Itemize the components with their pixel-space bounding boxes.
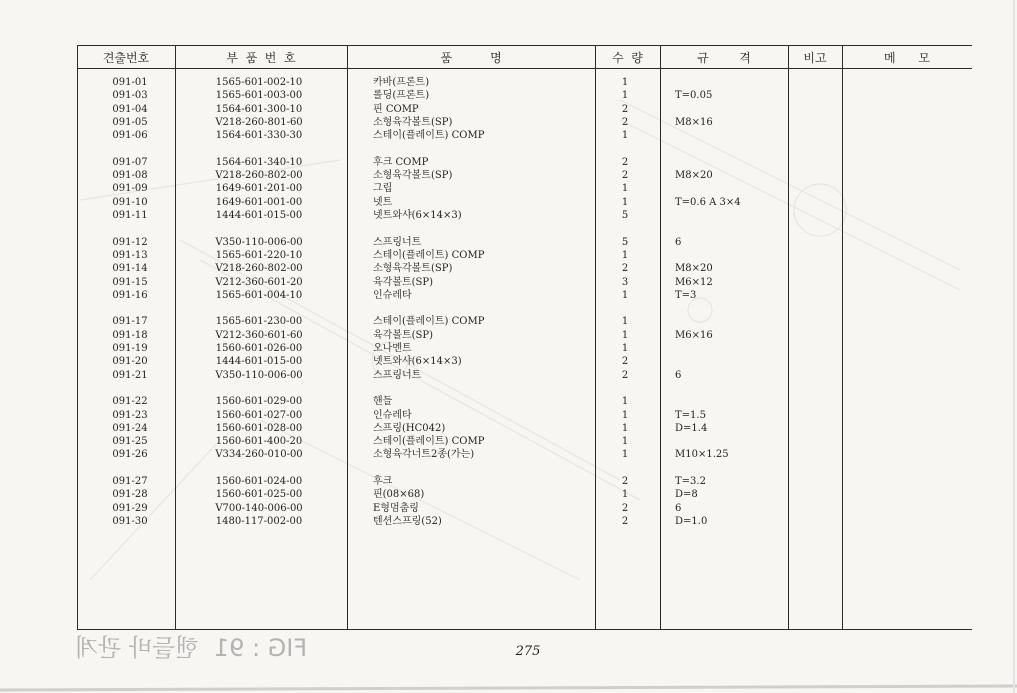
row-specification: 6 xyxy=(675,236,682,248)
row-index-number: 091-18 xyxy=(112,329,148,341)
row-index-number: 091-15 xyxy=(112,276,148,288)
table-row xyxy=(0,369,1017,382)
row-part-name: 스프링너트 xyxy=(373,236,422,248)
row-part-number: 1560-601-029-00 xyxy=(215,396,303,408)
row-part-name: 텐션스프링(52) xyxy=(373,515,442,527)
row-specification: M10×1.25 xyxy=(675,449,729,461)
row-specification: 6 xyxy=(675,502,682,514)
table-row xyxy=(0,169,1017,182)
table-row xyxy=(0,355,1017,368)
row-quantity: 1 xyxy=(621,77,629,88)
table-row xyxy=(0,156,1017,169)
row-part-number: 1564-601-300-10 xyxy=(215,103,303,115)
table-row xyxy=(0,236,1017,249)
row-part-name: E형멈춤링 xyxy=(373,502,419,514)
row-quantity: 1 xyxy=(621,249,629,261)
row-part-name: 소형육각볼트(SP) xyxy=(373,116,453,128)
header-quantity: 수 량 xyxy=(612,51,643,65)
row-part-number: 1565-601-002-10 xyxy=(215,77,303,88)
table-row xyxy=(0,276,1017,289)
row-part-number: 1565-601-220-10 xyxy=(215,249,303,261)
header-part-name: 품 명 xyxy=(440,51,502,65)
row-index-number: 091-03 xyxy=(112,90,148,102)
row-index-number: 091-04 xyxy=(112,103,148,115)
row-part-number: V218-260-801-60 xyxy=(215,116,303,128)
row-part-name: 소형육각볼트(SP) xyxy=(373,263,453,275)
row-index-number: 091-28 xyxy=(112,489,148,501)
row-index-number: 091-29 xyxy=(112,502,148,514)
table-row xyxy=(0,448,1017,461)
header-part-number: 부 품 번 호 xyxy=(226,51,296,65)
page-number: 275 xyxy=(515,644,541,659)
row-part-number: 1480-117-002-00 xyxy=(215,515,303,527)
table-row xyxy=(0,182,1017,195)
row-quantity: 1 xyxy=(621,396,629,408)
row-index-number: 091-05 xyxy=(112,116,148,128)
row-index-number: 091-09 xyxy=(112,183,148,195)
row-index-number: 091-17 xyxy=(112,316,148,328)
row-part-number: 1649-601-001-00 xyxy=(215,196,303,208)
row-part-name: 핸들 xyxy=(373,396,393,408)
row-index-number: 091-30 xyxy=(112,515,148,527)
row-part-name: 롤딩(프론트) xyxy=(373,90,430,102)
row-part-number: 1649-601-201-00 xyxy=(215,183,303,195)
row-quantity: 1 xyxy=(621,316,629,328)
row-index-number: 091-11 xyxy=(112,210,148,221)
table-row xyxy=(0,116,1017,129)
table-row xyxy=(0,502,1017,515)
row-index-number: 091-22 xyxy=(112,396,148,408)
row-part-name: 스프링(HC042) xyxy=(373,422,446,434)
table-row xyxy=(0,422,1017,435)
row-index-number: 091-27 xyxy=(112,476,148,487)
row-part-name: 스테이(플레이트) COMP xyxy=(373,436,485,448)
row-part-number: 1564-601-330-30 xyxy=(215,130,303,142)
row-index-number: 091-06 xyxy=(112,130,148,142)
row-part-number: 1560-601-024-00 xyxy=(215,476,303,487)
table-row xyxy=(0,475,1017,488)
row-part-number: V350-110-006-00 xyxy=(215,369,303,381)
row-part-number: V700-140-006-00 xyxy=(215,502,303,514)
row-quantity: 1 xyxy=(621,489,629,501)
table-row xyxy=(0,435,1017,448)
table-row xyxy=(0,315,1017,328)
table-row xyxy=(0,395,1017,408)
row-specification: D=1.0 xyxy=(675,515,708,527)
row-part-number: 1560-601-026-00 xyxy=(215,343,303,354)
row-part-number: 1444-601-015-00 xyxy=(215,210,303,221)
row-part-name: 육각볼트(SP) xyxy=(373,276,434,288)
row-specification: T=0.6 A 3×4 xyxy=(675,196,741,208)
row-part-name: 스테이(플레이트) COMP xyxy=(373,316,485,328)
row-quantity: 3 xyxy=(621,276,629,288)
row-index-number: 091-10 xyxy=(112,196,148,208)
row-index-number: 091-25 xyxy=(112,436,148,448)
row-quantity: 2 xyxy=(621,103,629,115)
row-index-number: 091-13 xyxy=(112,249,148,261)
row-quantity: 1 xyxy=(621,289,629,301)
row-part-name: 카바(프론트) xyxy=(373,77,430,88)
table-row xyxy=(0,76,1017,89)
row-specification: M8×20 xyxy=(675,263,713,275)
row-quantity: 2 xyxy=(621,476,629,487)
row-quantity: 2 xyxy=(621,515,629,527)
row-part-name: 인슈레타 xyxy=(373,409,412,421)
row-specification: M6×12 xyxy=(675,276,713,288)
row-quantity: 2 xyxy=(621,116,629,128)
header-memo: 메 모 xyxy=(883,51,931,65)
row-quantity: 2 xyxy=(621,502,629,514)
row-specification: M6×16 xyxy=(675,329,713,341)
row-quantity: 1 xyxy=(621,422,629,434)
row-part-number: 1564-601-340-10 xyxy=(215,156,303,168)
table-row xyxy=(0,262,1017,275)
row-part-number: 1560-601-028-00 xyxy=(215,422,303,434)
row-index-number: 091-26 xyxy=(112,449,148,461)
table-row xyxy=(0,129,1017,142)
row-part-number: V212-360-601-20 xyxy=(215,276,303,288)
row-quantity: 1 xyxy=(621,329,629,341)
row-specification: D=1.4 xyxy=(675,422,708,434)
table-row xyxy=(0,488,1017,501)
row-part-number: V334-260-010-00 xyxy=(215,449,303,461)
row-index-number: 091-23 xyxy=(112,409,148,421)
row-part-number: 1560-601-027-00 xyxy=(215,409,303,421)
row-part-name: 그립 xyxy=(373,183,393,195)
row-quantity: 1 xyxy=(621,436,629,448)
row-index-number: 091-16 xyxy=(112,289,148,301)
row-part-number: 1444-601-015-00 xyxy=(215,356,303,368)
row-part-number: V350-110-006-00 xyxy=(215,236,303,248)
table-row xyxy=(0,103,1017,116)
header-index-number: 견출번호 xyxy=(102,51,150,65)
row-quantity: 2 xyxy=(621,356,629,368)
row-specification: T=0.05 xyxy=(675,90,713,102)
row-part-number: V218-260-802-00 xyxy=(215,170,303,182)
row-part-number: 1565-601-003-00 xyxy=(215,90,303,102)
row-quantity: 1 xyxy=(621,90,629,102)
row-index-number: 091-01 xyxy=(112,77,148,88)
row-part-name: 핀 COMP xyxy=(373,103,419,115)
row-part-name: 넷트와샤(6×14×3) xyxy=(373,356,462,368)
row-quantity: 1 xyxy=(621,449,629,461)
row-quantity: 1 xyxy=(621,196,629,208)
row-part-name: 후크 COMP xyxy=(373,156,429,168)
row-quantity: 1 xyxy=(621,130,629,142)
row-quantity: 1 xyxy=(621,183,629,195)
row-index-number: 091-21 xyxy=(112,369,148,381)
bleed-through-caption: FIG : 91 핸들바 관계 xyxy=(75,634,308,662)
row-quantity: 2 xyxy=(621,263,629,275)
row-quantity: 5 xyxy=(621,210,629,221)
row-part-name: 스프링너트 xyxy=(373,369,422,381)
row-part-number: V218-260-802-00 xyxy=(215,263,303,275)
table-top-border xyxy=(77,45,972,46)
row-part-number: 1565-601-004-10 xyxy=(215,289,303,301)
row-specification: M8×20 xyxy=(675,170,713,182)
row-quantity: 2 xyxy=(621,156,629,168)
row-part-name: 후크 xyxy=(373,476,393,487)
table-row xyxy=(0,289,1017,302)
row-specification: T=1.5 xyxy=(675,409,706,421)
row-index-number: 091-20 xyxy=(112,356,148,368)
row-part-name: 소형육각볼트(SP) xyxy=(373,170,453,182)
row-specification: M8×16 xyxy=(675,116,713,128)
table-row xyxy=(0,89,1017,102)
row-index-number: 091-07 xyxy=(112,156,148,168)
row-part-name: 인슈레타 xyxy=(373,289,412,301)
row-quantity: 5 xyxy=(621,236,629,248)
row-part-name: 스테이(플레이트) COMP xyxy=(373,130,485,142)
row-index-number: 091-12 xyxy=(112,236,148,248)
row-index-number: 091-08 xyxy=(112,170,148,182)
row-specification: 6 xyxy=(675,369,682,381)
row-index-number: 091-14 xyxy=(112,263,148,275)
header-specification: 규 격 xyxy=(697,51,751,65)
row-part-name: 넷트와샤(6×14×3) xyxy=(373,210,462,221)
row-part-name: 핀(08×68) xyxy=(373,489,425,501)
row-part-number: 1565-601-230-00 xyxy=(215,316,303,328)
table-row xyxy=(0,249,1017,262)
header-remark: 비고 xyxy=(803,51,827,65)
table-row xyxy=(0,515,1017,528)
row-part-name: 육각볼트(SP) xyxy=(373,329,434,341)
row-quantity: 2 xyxy=(621,369,629,381)
table-row xyxy=(0,209,1017,222)
row-index-number: 091-24 xyxy=(112,422,148,434)
row-part-name: 스테이(플레이트) COMP xyxy=(373,249,485,261)
row-part-name: 넷트 xyxy=(373,196,393,208)
table-row xyxy=(0,342,1017,355)
row-part-name: 오나멘트 xyxy=(373,343,412,354)
row-specification: T=3.2 xyxy=(675,476,706,487)
row-index-number: 091-19 xyxy=(112,343,148,354)
row-specification: T=3 xyxy=(675,289,697,301)
table-row xyxy=(0,329,1017,342)
table-row xyxy=(0,409,1017,422)
row-part-number: 1560-601-025-00 xyxy=(215,489,303,501)
row-quantity: 2 xyxy=(621,170,629,182)
row-part-name: 소형육각너트2종(가는) xyxy=(373,449,475,461)
row-specification: D=8 xyxy=(675,489,698,501)
row-quantity: 1 xyxy=(621,409,629,421)
row-part-number: V212-360-601-60 xyxy=(215,329,303,341)
table-row xyxy=(0,196,1017,209)
row-part-number: 1560-601-400-20 xyxy=(215,436,303,448)
row-quantity: 1 xyxy=(621,343,629,354)
